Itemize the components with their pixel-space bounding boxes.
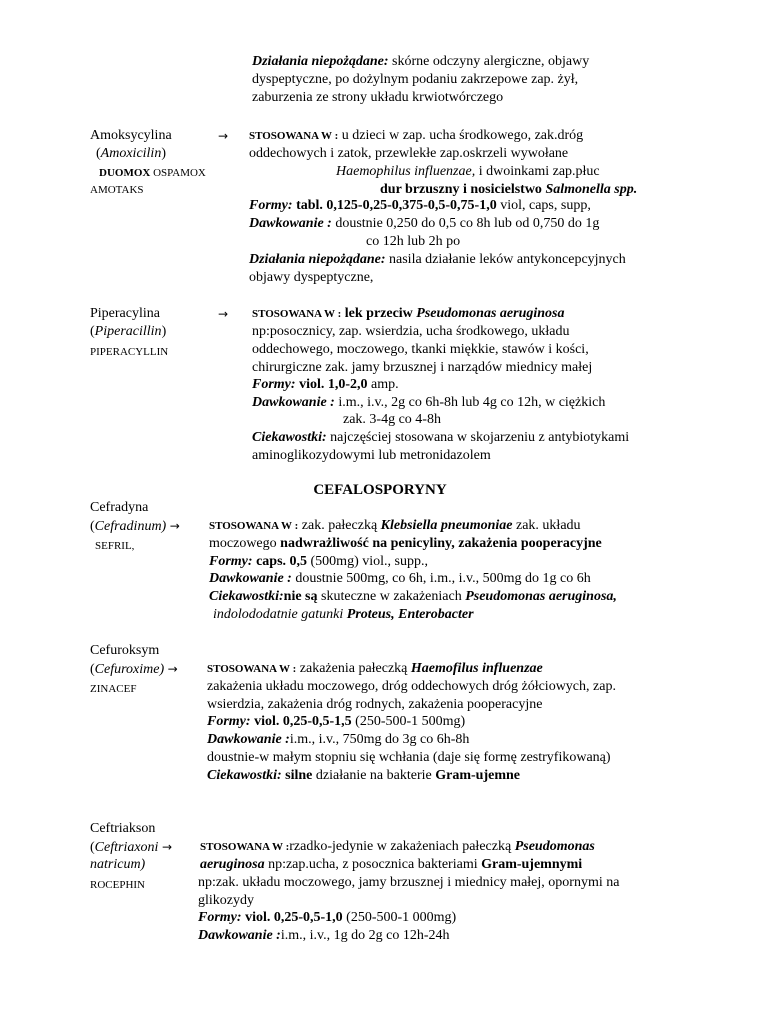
intro-side-effects-line-2: dyspeptyczne, po dożylnym podaniu zakrzepowe zap. żył, [252, 72, 579, 87]
cefrad-name: Cefradyna [90, 500, 149, 515]
cefur-brand: ZINACEF [90, 683, 137, 695]
amox-indications-line-4: dur brzuszny i nosicielstwo Salmonella spp. [380, 182, 638, 197]
pip-indications-line-2: np:posocznicy, zap. wsierdzia, ucha środkowego, układu [252, 324, 570, 339]
cefur-indications-line-3: wsierdzia, zakażenia dróg rodnych, zakażenia pooperacyjne [207, 697, 543, 712]
cefrad-notes-cont: indolododatnie gatunki Proteus, Enterobacter [213, 607, 474, 622]
arrow-icon: → [161, 840, 173, 854]
ceftr-latin-name: (Ceftriaxoni → [90, 840, 173, 855]
ceftr-brand: ROCEPHIN [90, 879, 146, 891]
cefur-latin-name: (Cefuroxime) → [90, 662, 178, 677]
pip-name: Piperacylina [90, 306, 160, 321]
arrow-icon: → [169, 519, 180, 533]
cefur-dosage: Dawkowanie :i.m., i.v., 750mg do 3g co 6h-8h [207, 732, 470, 747]
cefrad-brand: SEFRIL, [95, 540, 135, 552]
arrow-icon: → [167, 662, 178, 676]
pip-indications-line-3: oddechowego, moczowego, tkanki miękkie, stawów i kości, [252, 342, 589, 357]
pip-indications-line-1: STOSOWANA W : lek przeciw Pseudomonas aeruginosa [252, 306, 565, 321]
amox-forms: Formy: tabl. 0,125-0,25-0,375-0,5-0,75-1,0 viol, caps, supp, [249, 198, 591, 213]
section-heading: CEFALOSPORYNY [313, 482, 447, 498]
ceftr-indications-line-3: np:zak. układu moczowego, jamy brzusznej i miednicy małej, opornymi na [198, 875, 620, 890]
amox-indications-line-3: Haemophilus influenzae, i dwoinkami zap.płuc [336, 164, 600, 179]
amox-indications-line-1: STOSOWANA W : u dzieci w zap. ucha środkowego, zak.dróg [249, 128, 584, 143]
cefrad-indications-line-2: moczowego nadwrażliwość na penicyliny, zakażenia pooperacyjne [209, 536, 602, 551]
amox-brand-amotaks: AMOTAKS [90, 184, 144, 196]
cefrad-forms: Formy: caps. 0,5 (500mg) viol., supp., [209, 554, 428, 569]
cefur-indications-line-2: zakażenia układu moczowego, dróg oddechowych dróg żółciowych, zap. [207, 679, 616, 694]
pip-indications-line-4: chirurgiczne zak. jamy brzusznej i narządów miednicy małej [252, 360, 593, 375]
amox-latin-name: (Amoxicilin) [96, 146, 166, 161]
amox-brands: DUOMOX OSPAMOX [99, 167, 206, 179]
cefrad-dosage: Dawkowanie : doustnie 500mg, co 6h, i.m., i.v., 500mg do 1g co 6h [209, 571, 591, 586]
pip-dosage: Dawkowanie : i.m., i.v., 2g co 6h-8h lub 4g co 12h, w ciężkich [252, 395, 606, 410]
cefur-forms: Formy: viol. 0,25-0,5-1,5 (250-500-1 500mg) [207, 714, 466, 729]
cefur-dosage-cont: doustnie-w małym stopniu się wchłania (daje się formę zestryfikowaną) [207, 750, 611, 765]
ceftr-dosage: Dawkowanie :i.m., i.v., 1g do 2g co 12h-24h [198, 928, 450, 943]
cefur-notes: Ciekawostki: silne działanie na bakterie Gram-ujemne [207, 768, 520, 783]
pip-brand: PIPERACYLLIN [90, 346, 169, 358]
arrow-icon: → [218, 307, 229, 321]
pip-notes: Ciekawostki: najczęściej stosowana w skojarzeniu z antybiotykami [252, 430, 630, 445]
pip-notes-cont: aminoglikozydowymi lub metronidazolem [252, 448, 491, 463]
amox-side-effects-cont: objawy dyspeptyczne, [249, 270, 374, 285]
amox-name: Amoksycylina [90, 128, 172, 143]
amox-dosage: Dawkowanie : doustnie 0,250 do 0,5 co 8h lub od 0,750 do 1g [249, 216, 600, 231]
cefur-name: Cefuroksym [90, 643, 160, 658]
ceftr-indications-line-1: STOSOWANA W :rzadko-jedynie w zakażeniach pałeczką Pseudomonas [200, 839, 595, 854]
amox-side-effects: Działania niepożądane: nasila działanie leków antykoncepcyjnych [249, 252, 626, 267]
cefrad-notes: Ciekawostki:nie są skuteczne w zakażeniach Pseudomonas aeruginosa, [209, 589, 617, 604]
pip-latin-name: (Piperacillin) [90, 324, 167, 339]
ceftr-indications-line-2: aeruginosa np:zap.ucha, z posocznica bakteriami Gram-ujemnymi [200, 857, 583, 872]
cefrad-indications-line-1: STOSOWANA W : zak. pałeczką Klebsiella pneumoniae zak. układu [209, 518, 581, 533]
cefur-indications-line-1: STOSOWANA W : zakażenia pałeczką Haemofilus influenzae [207, 661, 543, 676]
amox-indications-line-2: oddechowych i zatok, przewlekłe zap.oskrzeli wywołane [249, 146, 569, 161]
ceftr-latin-name-cont: natricum) [90, 857, 146, 872]
intro-side-effects-line-1: Działania niepożądane: skórne odczyny alergiczne, objawy [252, 54, 590, 69]
arrow-icon: → [218, 129, 229, 143]
amox-dosage-cont: co 12h lub 2h po [366, 234, 461, 249]
ceftr-indications-line-4: glikozydy [198, 893, 254, 908]
ceftr-name: Ceftriakson [90, 821, 156, 836]
cefrad-latin-name: (Cefradinum) → [90, 519, 180, 534]
pip-forms: Formy: viol. 1,0-2,0 amp. [252, 377, 399, 392]
intro-side-effects-line-3: zaburzenia ze strony układu krwiotwórczego [252, 90, 504, 105]
ceftr-forms: Formy: viol. 0,25-0,5-1,0 (250-500-1 000mg) [198, 910, 457, 925]
pip-dosage-cont: zak. 3-4g co 4-8h [343, 412, 441, 427]
